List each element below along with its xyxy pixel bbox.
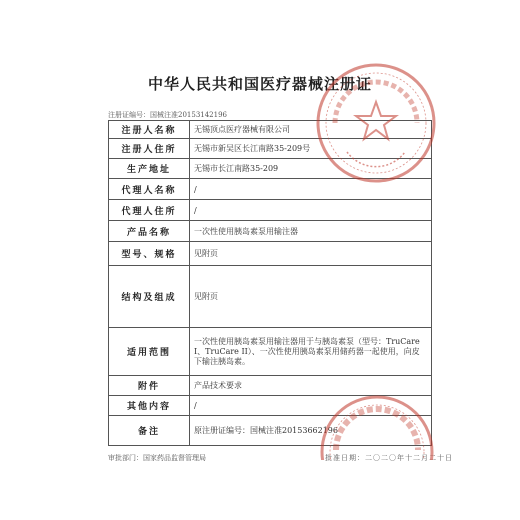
field-label: 注册人名称 [109,121,190,139]
field-value: / [190,396,432,416]
document-title: 中华人民共和国医疗器械注册证 [147,75,372,93]
row-attachment [109,376,432,396]
certificate-table [108,120,432,446]
field-value: / [190,200,432,221]
row-scope [109,328,432,376]
approval-authority: 审批部门：国家药品监督管理局 [108,454,206,462]
field-value: 见附页 [190,266,432,328]
field-label: 型号、规格 [109,242,190,266]
field-value: 见附页 [190,242,432,266]
field-label: 结构及组成 [109,266,190,328]
registration-number: 注册证编号：国械注准20153142196 [108,111,227,119]
field-value: 一次性使用胰岛素泵用输注器用于与胰岛素泵（型号：TruCare I、TruCare II）、一次性使用胰岛素泵用储药器一起使用，向皮下输注胰岛素。 [190,328,432,376]
row-other [109,396,432,416]
row-agent-name [109,179,432,200]
field-value: 一次性使用胰岛素泵用输注器 [190,221,432,242]
field-label: 适用范围 [109,328,190,376]
field-label: 代理人名称 [109,179,190,200]
field-label: 附件 [109,376,190,396]
row-structure [109,266,432,328]
field-label: 产品名称 [109,221,190,242]
row-registrant-address [109,139,432,159]
field-value: 无锡市新吴区长江南路35-209号 [190,139,432,159]
row-product-name [109,221,432,242]
row-remarks [109,416,432,446]
field-label: 注册人住所 [109,139,190,159]
field-value: 原注册证编号：国械注准20153662196 [190,416,432,446]
field-value: 产品技术要求 [190,376,432,396]
field-label: 代理人住所 [109,200,190,221]
field-value: 无锡市长江南路35-209 [190,159,432,179]
field-value: / [190,179,432,200]
row-agent-address [109,200,432,221]
field-label: 备注 [109,416,190,446]
row-registrant-name [109,121,432,139]
field-value: 无锡顶点医疗器械有限公司 [190,121,432,139]
field-label: 其他内容 [109,396,190,416]
field-label: 生产地址 [109,159,190,179]
row-model-spec [109,242,432,266]
approval-date: 批准日期：二〇二〇年十二月二十日 [325,454,453,462]
row-production-address [109,159,432,179]
